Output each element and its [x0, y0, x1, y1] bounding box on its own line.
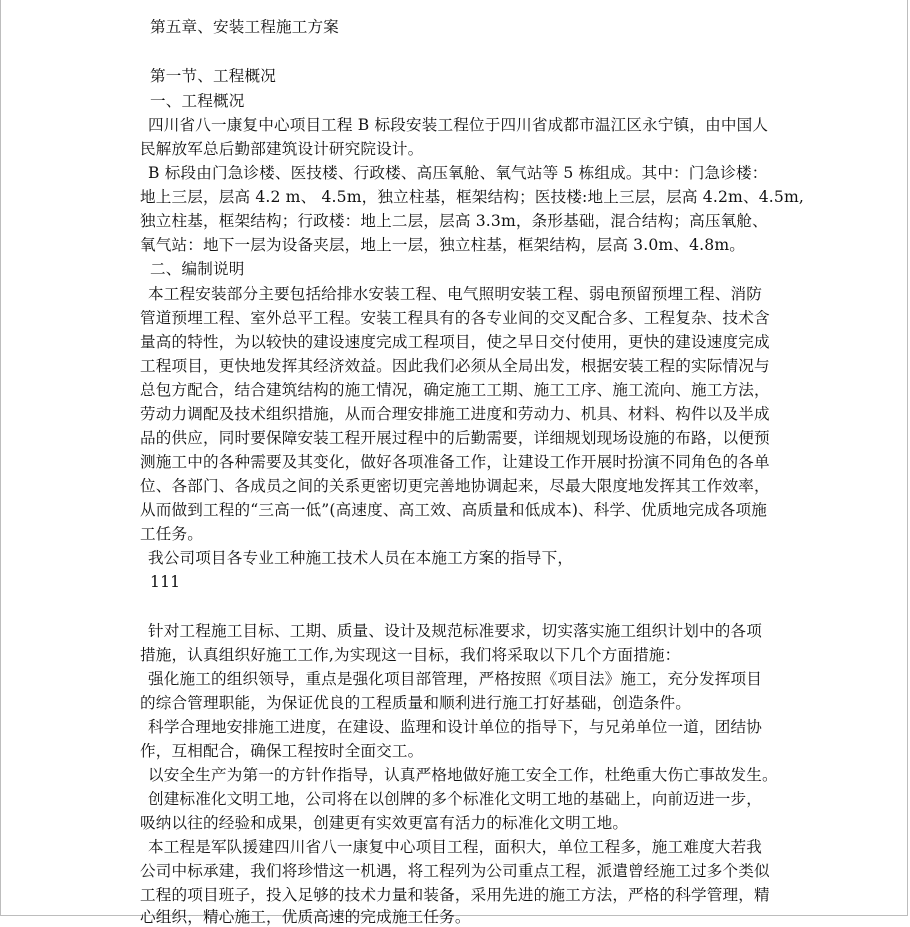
paragraph-line: 地上三层，层高 4.2 m、 4.5m，独立柱基，框架结构；医技楼:地上三层，层高 4.2m、4.5m, [140, 188, 804, 206]
paragraph-line: B 标段由门急诊楼、医技楼、行政楼、高压氧舱、氧气站等 5 栋组成。其中：门急诊楼： [148, 164, 768, 182]
paragraph-line: 量高的特性，为以较快的建设速度完成工程项目，使之早日交付使用，更快的建设速度完成 [140, 333, 770, 351]
page-number: 111 [150, 573, 181, 591]
paragraph-line: 强化施工的组织领导，重点是强化项目部管理，严格按照《项目法》施工，充分发挥项目 [148, 670, 763, 688]
heading-project-overview: 一、工程概况 [150, 92, 245, 110]
paragraph-line: 四川省八一康复中心项目工程 B 标段安装工程位于四川省成都市温江区永宁镇，由中国人 [148, 116, 769, 134]
paragraph-line: 工程的项目班子，投入足够的技术力量和装备，采用先进的施工方法，严格的科学管理，精 [140, 886, 770, 904]
paragraph-line: 氧气站：地下一层为设备夹层，地上一层，独立柱基，框架结构，层高 3.0m、4.8m。 [140, 236, 746, 254]
paragraph-line: 心组织，精心施工，优质高速的完成施工任务。 [140, 908, 471, 926]
paragraph-line: 位、各部门、各成员之间的关系更密切更完善地协调起来，尽最大限度地发挥其工作效率， [140, 477, 770, 495]
paragraph-line: 措施，认真组织好施工工作,为实现这一目标，我们将采取以下几个方面措施： [140, 646, 681, 664]
paragraph-line: 测施工中的各种需要及其变化，做好各项准备工作，让建设工作开展时扮演不同角色的各单 [140, 453, 770, 471]
paragraph-line: 针对工程施工目标、工期、质量、设计及规范标准要求，切实落实施工组织计划中的各项 [148, 622, 763, 640]
paragraph-line: 本工程安装部分主要包括给排水安装工程、电气照明安装工程、弱电预留预埋工程、消防 [148, 285, 763, 303]
paragraph-line: 工任务。 [140, 525, 203, 543]
paragraph-line: 吸纳以往的经验和成果，创建更有实效更富有活力的标准化文明工地。 [140, 814, 629, 832]
chapter-title: 第五章、安装工程施工方案 [150, 18, 339, 36]
paragraph-line: 公司中标承建，我们将珍惜这一机遇，将工程列为公司重点工程，派遣曾经施工过多个类似 [140, 862, 770, 880]
paragraph-line: 科学合理地安排施工进度，在建设、监理和设计单位的指导下，与兄弟单位一道，团结协 [148, 718, 763, 736]
paragraph-line: 民解放军总后勤部建筑设计研究院设计。 [140, 140, 424, 158]
paragraph-line: 创建标准化文明工地，公司将在以创牌的多个标准化文明工地的基础上，向前迈进一步， [148, 790, 763, 808]
paragraph-line: 作，互相配合，确保工程按时全面交工。 [140, 742, 424, 760]
paragraph-line: 管道预埋工程、室外总平工程。安装工程具有的各专业间的交叉配合多、工程复杂、技术含 [140, 309, 770, 327]
paragraph-line: 品的供应，同时要保障安装工程开展过程中的后勤需要，详细规划现场设施的布路，以便预 [140, 429, 770, 447]
paragraph-line: 本工程是军队援建四川省八一康复中心项目工程，面积大，单位工程多，施工难度大若我 [148, 838, 763, 856]
paragraph-line: 劳动力调配及技术组织措施，从而合理安排施工进度和劳动力、机具、材料、构件以及半成 [140, 405, 770, 423]
paragraph-line: 我公司项目各专业工种施工技术人员在本施工方案的指导下， [148, 549, 574, 567]
paragraph-line: 从而做到工程的“三高一低”(高速度、高工效、高质量和低成本)、科学、优质地完成各项施 [140, 501, 767, 519]
paragraph-line: 总包方配合，结合建筑结构的施工情况，确定施工工期、施工工序、施工流向、施工方法， [140, 381, 770, 399]
section-title: 第一节、工程概况 [150, 67, 276, 85]
paragraph-line: 的综合管理职能，为保证优良的工程质量和顺利进行施工打好基础，创造条件。 [140, 694, 692, 712]
paragraph-line: 独立柱基，框架结构；行政楼：地上二层，层高 3.3m，条形基础，混合结构；高压氧舱、 [140, 212, 768, 230]
paragraph-line: 工程项目，更快地发挥其经济效益。因此我们必须从全局出发，根据安装工程的实际情况与 [140, 357, 770, 375]
heading-compilation-notes: 二、编制说明 [150, 260, 245, 278]
paragraph-line: 以安全生产为第一的方针作指导，认真严格地做好施工安全工作，杜绝重大伤亡事故发生。 [148, 766, 778, 784]
